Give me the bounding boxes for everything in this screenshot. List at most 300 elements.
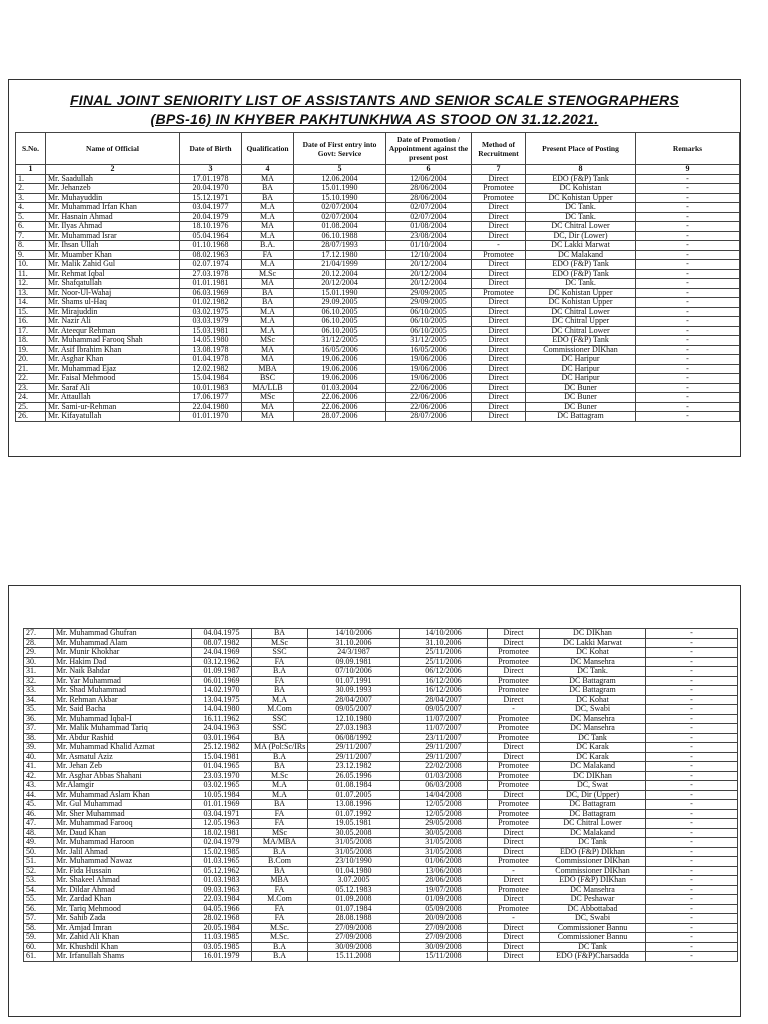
cell-name: Mr. Muhammad Khalid Azmat [54,743,192,753]
cell-promotion-date: 19/06/2006 [386,364,472,374]
cell-method: Promotee [488,724,540,734]
cell-promotion-date: 23/11/2007 [400,733,488,743]
cell-method: - [488,914,540,924]
cell-method: Direct [472,174,526,184]
cell-dob: 10.01.1983 [180,383,242,393]
cell-name: Mr. Muhammad Israr [46,231,180,241]
cell-name: Mr. Muhammad Ejaz [46,364,180,374]
table-row [16,412,740,422]
cell-method: Direct [488,838,540,848]
column-number: 5 [294,165,386,175]
cell-posting: DC Malakand [526,250,636,260]
cell-method: Promotee [472,193,526,203]
cell-posting: DC Mansehra [540,724,646,734]
cell-promotion-date: 30/05/2008 [400,828,488,838]
cell-posting: DC Buner [526,393,636,403]
cell-posting: DC Haripur [526,355,636,365]
column-number: 4 [242,165,294,175]
cell-name: Mr. Tariq Mehmood [54,904,192,914]
cell-posting: Commissioner DIKhan [540,857,646,867]
cell-posting: DC Karak [540,743,646,753]
cell-posting: DC Mansehra [540,657,646,667]
cell-posting: DC Chitral Lower [526,326,636,336]
cell-method: Direct [488,933,540,943]
cell-method: Direct [472,355,526,365]
table-row [16,326,740,336]
cell-name: Mr. Asghar Khan [46,355,180,365]
cell-posting: Commissioner DIKhan [540,866,646,876]
cell-posting: DC Karak [540,752,646,762]
cell-promotion-date: 19/06/2006 [386,374,472,384]
cell-first-entry: 13.08.1996 [308,800,400,810]
cell-first-entry: 02/07/2004 [294,212,386,222]
cell-name: Mr. Saadullah [46,174,180,184]
cell-promotion-date: 06/10/2005 [386,307,472,317]
cell-sno: 11. [16,269,46,279]
cell-dob: 15.03.1981 [180,326,242,336]
cell-first-entry: 01.04.1980 [308,866,400,876]
cell-posting: DC Battagram [540,676,646,686]
cell-method: Promotee [472,184,526,194]
cell-remarks: - [646,705,738,715]
cell-sno: 39. [24,743,54,753]
cell-name: Mr. Muhammad Farooq Shah [46,336,180,346]
cell-remarks: - [646,952,738,962]
cell-remarks: - [636,212,740,222]
cell-method: Promotee [488,648,540,658]
cell-remarks: - [646,809,738,819]
cell-sno: 44. [24,790,54,800]
table-row [24,895,738,905]
cell-name: Mr.Alamgir [54,781,192,791]
cell-dob: 17.01.1978 [180,174,242,184]
cell-remarks: - [636,383,740,393]
cell-qualification: BA [252,629,308,639]
cell-posting: DC Buner [526,383,636,393]
cell-posting: DC, Swat [540,781,646,791]
table-row [24,800,738,810]
cell-name: Mr. Zardad Khan [54,895,192,905]
cell-posting: DC Battagram [540,686,646,696]
cell-qualification: M.A [242,212,294,222]
cell-name: Mr. Muhammad Nawaz [54,857,192,867]
cell-promotion-date: 01/06/2008 [400,857,488,867]
cell-remarks: - [646,847,738,857]
cell-promotion-date: 06/10/2005 [386,326,472,336]
cell-qualification: MSc [242,336,294,346]
cell-name: Mr. Muhammad Iqbal-I [54,714,192,724]
cell-promotion-date: 31/05/2008 [400,847,488,857]
cell-posting: DC Chitral Lower [526,307,636,317]
cell-sno: 61. [24,952,54,962]
cell-posting: DC, Swabi [540,914,646,924]
cell-promotion-date: 28/06/2004 [386,193,472,203]
cell-name: Mr. Fida Hussain [54,866,192,876]
table-row [16,250,740,260]
table-row [16,393,740,403]
page-two [8,585,741,1017]
cell-promotion-date: 22/06/2006 [386,383,472,393]
cell-method: Direct [488,952,540,962]
cell-promotion-date: 28/06/2008 [400,876,488,886]
cell-name: Mr. Ilyas Ahmad [46,222,180,232]
cell-sno: 38. [24,733,54,743]
cell-sno: 8. [16,241,46,251]
cell-promotion-date: 13/06/2008 [400,866,488,876]
header-method: Method of Recruitment [472,133,526,165]
cell-method: Direct [472,326,526,336]
cell-qualification: M.A [252,781,308,791]
cell-promotion-date: 31/05/2008 [400,838,488,848]
cell-remarks: - [646,828,738,838]
cell-first-entry: 01.08.2004 [294,222,386,232]
cell-sno: 3. [16,193,46,203]
cell-qualification: M.A [242,307,294,317]
cell-first-entry: 12.06.2004 [294,174,386,184]
cell-name: Mr. Ihsan Ullah [46,241,180,251]
cell-first-entry: 23/10/1990 [308,857,400,867]
cell-qualification: BA [242,298,294,308]
table-row [24,629,738,639]
cell-qualification: M.A [242,317,294,327]
cell-sno: 13. [16,288,46,298]
cell-remarks: - [636,326,740,336]
cell-dob: 12.05.1963 [192,819,252,829]
cell-name: Mr. Saraf Ali [46,383,180,393]
cell-remarks: - [636,260,740,270]
cell-promotion-date: 30/09/2008 [400,942,488,952]
cell-sno: 54. [24,885,54,895]
cell-name: Mr. Jalil Ahmad [54,847,192,857]
table-row [16,402,740,412]
table-row [24,695,738,705]
cell-dob: 22.04.1980 [180,402,242,412]
cell-first-entry: 15.10.1990 [294,193,386,203]
cell-dob: 13.04.1975 [192,695,252,705]
cell-method: Promotee [488,800,540,810]
cell-promotion-date: 16/05/2006 [386,345,472,355]
table-body-page-2 [24,629,738,962]
cell-name: Mr. Said Bacha [54,705,192,715]
cell-sno: 43. [24,781,54,791]
cell-sno: 53. [24,876,54,886]
table-row [24,847,738,857]
cell-name: Mr. Muhammad Aslam Khan [54,790,192,800]
cell-sno: 27. [24,629,54,639]
table-row [24,781,738,791]
cell-qualification: M.Sc [252,771,308,781]
cell-posting: Commissioner DIKhan [526,345,636,355]
cell-qualification: MA [242,345,294,355]
cell-first-entry: 27.03.1983 [308,724,400,734]
cell-first-entry: 15.01.1990 [294,288,386,298]
cell-posting: DC Tank. [540,667,646,677]
column-number: 8 [526,165,636,175]
column-number: 3 [180,165,242,175]
cell-promotion-date: 25/11/2006 [400,648,488,658]
cell-promotion-date: 06/12/2006 [400,667,488,677]
cell-first-entry: 30/09/2008 [308,942,400,952]
cell-remarks: - [646,657,738,667]
cell-remarks: - [646,733,738,743]
cell-method: Direct [472,260,526,270]
cell-method: Direct [488,828,540,838]
cell-remarks: - [636,374,740,384]
cell-method: Direct [472,345,526,355]
cell-posting: DC Kohistan Upper [526,193,636,203]
cell-name: Mr. Irfanullah Shams [54,952,192,962]
cell-first-entry: 09/05/2007 [308,705,400,715]
cell-sno: 57. [24,914,54,924]
cell-promotion-date: 01/09/2008 [400,895,488,905]
cell-method: Direct [488,942,540,952]
header-first-entry: Date of First entry into Govt: Service [294,133,386,165]
cell-qualification: MA [242,174,294,184]
cell-promotion-date: 29/05/2008 [400,819,488,829]
cell-dob: 02.07.1974 [180,260,242,270]
cell-remarks: - [646,752,738,762]
cell-first-entry: 31/05/2008 [308,847,400,857]
header-dob: Date of Birth [180,133,242,165]
cell-name: Mr. Malik Muhammad Tariq [54,724,192,734]
cell-remarks: - [646,638,738,648]
cell-sno: 24. [16,393,46,403]
cell-qualification: BA [252,800,308,810]
cell-name: Mr. Asghar Abbas Shahani [54,771,192,781]
cell-remarks: - [636,393,740,403]
cell-first-entry: 23.12.1982 [308,762,400,772]
cell-remarks: - [646,771,738,781]
cell-posting: DC Buner [526,402,636,412]
cell-remarks: - [636,203,740,213]
cell-first-entry: 17.12.1980 [294,250,386,260]
cell-name: Mr. Shad Muhammad [54,686,192,696]
cell-first-entry: 31/05/2008 [308,838,400,848]
cell-dob: 05.04.1964 [180,231,242,241]
cell-name: Mr. Faisal Mehmood [46,374,180,384]
cell-name: Mr. Rehman Akbar [54,695,192,705]
table-row [24,914,738,924]
cell-dob: 01.10.1968 [180,241,242,251]
cell-promotion-date: 16/12/2006 [400,676,488,686]
cell-method: Direct [472,279,526,289]
cell-first-entry: 01.03.2004 [294,383,386,393]
cell-sno: 5. [16,212,46,222]
cell-sno: 20. [16,355,46,365]
cell-promotion-date: 15/11/2008 [400,952,488,962]
cell-qualification: M.A [252,790,308,800]
cell-name: Mr. Jehan Zeb [54,762,192,772]
cell-promotion-date: 06/03/2008 [400,781,488,791]
cell-method: Direct [488,895,540,905]
cell-promotion-date: 28/07/2006 [386,412,472,422]
cell-qualification: BA [252,733,308,743]
table-row [16,222,740,232]
cell-first-entry: 28/07/1993 [294,241,386,251]
table-row [16,355,740,365]
cell-first-entry: 19.06.2006 [294,374,386,384]
table-row [16,260,740,270]
cell-qualification: FA [252,885,308,895]
cell-first-entry: 27/09/2008 [308,933,400,943]
cell-qualification: SSC [252,724,308,734]
cell-qualification: M.A [252,695,308,705]
cell-name: Mr. Kifayatullah [46,412,180,422]
cell-posting: DC DIKhan [540,629,646,639]
cell-first-entry: 12.10.1980 [308,714,400,724]
cell-promotion-date: 22/02/2008 [400,762,488,772]
cell-sno: 10. [16,260,46,270]
cell-posting: DC Kohat [540,648,646,658]
cell-qualification: BSC [242,374,294,384]
cell-sno: 58. [24,923,54,933]
cell-sno: 2. [16,184,46,194]
cell-remarks: - [646,933,738,943]
cell-name: Mr. Muhammad Irfan Khan [46,203,180,213]
table-row [24,952,738,962]
cell-name: Mr. Sahib Zada [54,914,192,924]
cell-first-entry: 28/04/2007 [308,695,400,705]
cell-qualification: FA [252,676,308,686]
cell-method: Promotee [488,762,540,772]
cell-name: Mr. Hakim Dad [54,657,192,667]
cell-qualification: FA [252,819,308,829]
cell-posting: DC Malakand [540,828,646,838]
cell-posting: EDO (F&P) DIKhan [540,876,646,886]
cell-sno: 31. [24,667,54,677]
cell-method: Promotee [488,809,540,819]
cell-first-entry: 22.06.2006 [294,393,386,403]
cell-name: Mr. Amjad Imran [54,923,192,933]
cell-posting: DC Tank [540,733,646,743]
cell-promotion-date: 22/06/2006 [386,402,472,412]
cell-dob: 01.01.1981 [180,279,242,289]
cell-name: Mr. Nazir Ali [46,317,180,327]
column-number: 9 [636,165,740,175]
table-row [24,904,738,914]
cell-promotion-date: 12/05/2008 [400,809,488,819]
table-row [24,733,738,743]
cell-posting: DC Haripur [526,374,636,384]
table-row [16,317,740,327]
cell-method: Direct [472,298,526,308]
cell-remarks: - [636,336,740,346]
cell-promotion-date: 02/07/2004 [386,203,472,213]
cell-remarks: - [646,895,738,905]
cell-method: - [472,241,526,251]
cell-sno: 49. [24,838,54,848]
cell-promotion-date: 28/06/2004 [386,184,472,194]
cell-method: Promotee [488,781,540,791]
cell-posting: DC Tank. [526,212,636,222]
cell-promotion-date: 09/05/2007 [400,705,488,715]
cell-dob: 24.04.1969 [192,648,252,658]
cell-dob: 27.03.1978 [180,269,242,279]
cell-name: Mr. Munir Khokhar [54,648,192,658]
cell-qualification: MBA [242,364,294,374]
cell-promotion-date: 11/07/2007 [400,724,488,734]
cell-first-entry: 30.09.1993 [308,686,400,696]
cell-first-entry: 20.12.2004 [294,269,386,279]
cell-method: Direct [472,383,526,393]
cell-qualification: M.Com [252,895,308,905]
cell-remarks: - [636,288,740,298]
cell-posting: DC Haripur [526,364,636,374]
cell-sno: 15. [16,307,46,317]
cell-method: Promotee [488,857,540,867]
cell-method: Direct [472,412,526,422]
header-qualification: Qualification [242,133,294,165]
cell-qualification: FA [252,914,308,924]
cell-dob: 06.01.1969 [192,676,252,686]
cell-sno: 36. [24,714,54,724]
cell-dob: 06.03.1969 [180,288,242,298]
cell-posting: DC Tank. [526,203,636,213]
cell-remarks: - [636,269,740,279]
cell-qualification: FA [252,809,308,819]
header-posting: Present Place of Posting [526,133,636,165]
cell-posting: EDO (F&P)Charsadda [540,952,646,962]
cell-promotion-date: 01/08/2004 [386,222,472,232]
cell-dob: 22.03.1984 [192,895,252,905]
cell-remarks: - [636,412,740,422]
cell-first-entry: 01.07.1984 [308,904,400,914]
cell-remarks: - [646,819,738,829]
cell-first-entry: 02/07/2004 [294,203,386,213]
cell-remarks: - [636,222,740,232]
cell-remarks: - [646,629,738,639]
cell-method: Direct [472,374,526,384]
cell-name: Mr. Shams ul-Haq [46,298,180,308]
table-row [24,933,738,943]
table-row [24,838,738,848]
cell-name: Mr. Asmatul Aziz [54,752,192,762]
table-body-page-1 [16,174,740,421]
cell-qualification: B.A [252,847,308,857]
cell-method: Direct [472,212,526,222]
cell-first-entry: 24/3/1987 [308,648,400,658]
seniority-table-page-2 [23,628,738,962]
cell-method: Direct [488,847,540,857]
cell-remarks: - [646,676,738,686]
cell-remarks: - [646,866,738,876]
cell-remarks: - [646,942,738,952]
cell-dob: 20.04.1979 [180,212,242,222]
cell-first-entry: 31.10.2006 [308,638,400,648]
cell-name: Mr. Shafqatullah [46,279,180,289]
document-title-line-2: (BPS-16) IN KHYBER PAKHTUNKHWA AS STOOD ON 31.12.2021. [150,111,599,127]
cell-sno: 47. [24,819,54,829]
cell-sno: 4. [16,203,46,213]
cell-dob: 14.02.1970 [192,686,252,696]
cell-qualification: BA [242,193,294,203]
cell-method: Direct [488,790,540,800]
table-row [16,383,740,393]
column-number: 1 [16,165,46,175]
table-row [16,269,740,279]
cell-remarks: - [646,743,738,753]
cell-promotion-date: 12/10/2004 [386,250,472,260]
cell-posting: DC Tank [540,942,646,952]
cell-qualification: M.Com [252,705,308,715]
cell-name: Mr. Daud Khan [54,828,192,838]
cell-dob: 10.05.1984 [192,790,252,800]
cell-method: Promotee [472,288,526,298]
cell-method: Promotee [488,676,540,686]
cell-name: Mr. Asif Ibrahim Khan [46,345,180,355]
cell-remarks: - [646,724,738,734]
cell-dob: 15.04.1984 [180,374,242,384]
